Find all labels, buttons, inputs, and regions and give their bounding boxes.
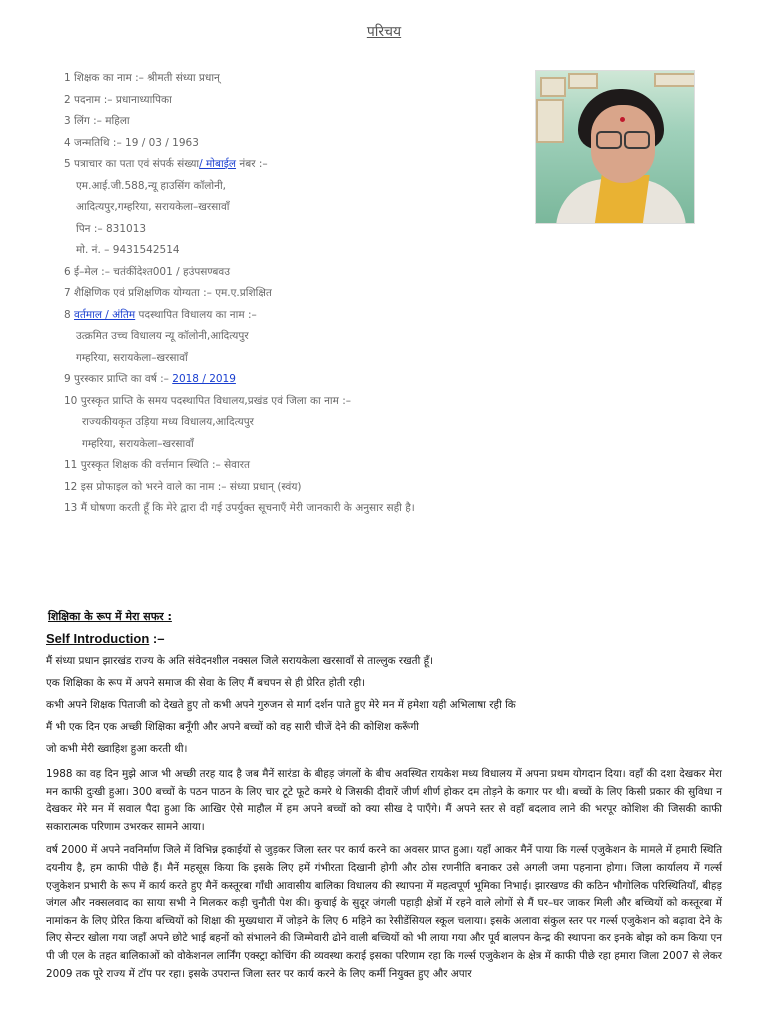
profile-item: 11 पुरस्कृत शिक्षक की वर्त्तमान स्थिति :– सेवारत	[64, 459, 251, 471]
journey-heading: शिक्षिका के रूप में मेरा सफर :	[48, 610, 172, 623]
intro-line: मैं संध्या प्रधान झारखंड राज्य के अति संवेदनशील नक्सल जिले सरायकेला खरसावाँ से ताल्लुक रखती हूँ।	[46, 655, 434, 667]
profile-item: 4 जन्मतिथि :– 19 / 03 / 1963	[64, 136, 199, 149]
page-title: परिचय	[366, 24, 402, 40]
profile-item: 13 मैं घोषणा करती हूँ कि मेरे द्वारा दी गई उपर्युक्त सूचनाएँ मेरी जानकारी के अनुसार सही है।	[64, 502, 415, 514]
photo-glasses	[624, 131, 650, 149]
mobile-number: मो. नं. – 9431542514	[76, 244, 180, 256]
profile-item: 5 पत्राचार का पता एवं संपर्क संख्या/ मोबाईल नंबर :–	[64, 158, 268, 170]
profile-photo	[535, 70, 695, 224]
profile-item: 1 शिक्षक का नाम :– श्रीमती संध्या प्रधान्	[64, 72, 220, 84]
profile-item: 8 वर्तमाल / अंतिम पदस्थापित विधालय का नाम :–	[64, 308, 257, 321]
current-link[interactable]: वर्तमाल / अंतिम	[74, 308, 136, 321]
profile-item: 10 पुरस्कृत प्राप्ति के समय पदस्थापित विधालय,प्रखंड एवं जिला का नाम :–	[64, 394, 352, 407]
mobile-link[interactable]: / मोबाईल	[199, 158, 237, 170]
profile-item: 3 लिंग :– महिला	[64, 115, 130, 127]
intro-line: मैं भी एक दिन एक अच्छी शिक्षिका बनूँगी और अपने बच्चों को वह सारी चीजें देने की कोशिश करूँगी	[46, 721, 419, 733]
school-line: गम्हरिया, सरायकेला–खरसावाँ	[82, 437, 194, 450]
school-line: गम्हरिया, सरायकेला–खरसावाँ	[76, 351, 188, 364]
body-paragraph: वर्ष 2000 में अपने नवनिर्माण जिले में विभिन्न इकाईयों से जुड़कर जिला स्तर पर कार्य करने का अवसर प्राप्त हुआ। यहाँ आकर मैनें पाया कि गर्ल्स एजुकेशन के मामले में हमारी स्थिति दयनीय है, हम काफी पीछे हैं। मैनें महसूस किया कि इसके लिए हमें गंभीरता दिखानी होगी और ठोस रणनीति बनाकर उसे अगली जमा पहनाना होगा। जिला कार्यालय में गर्ल्स एजुकेशन प्रभारी के रूप में कार्य करते हुए मैनें कस्तूरबा गाँधी आवासीय बालिका विधालय की स्थापना में महत्वपूर्ण भूमिका निभाई। झारखण्ड की कठिन भौगोलिक परिस्थितियाँ, बीहड़ जंगल और नक्सलवाद का साया सभी ने मिलकर कड़ी चुनौती पेश की। कुचाई के सुदूर जंगली पहाड़ी क्षेत्रों में रहने वाले लोगों से मैं घर–घर जाकर मिली और बच्चियों को कस्तूरबा में नामांकन के लिए प्रेरित किया बच्चियों को शिक्षा की मुख्यधारा में जोड़ने के लिए 6 महिने का रेसीडेंसियल स्कूल चलाया। इसके अलावा संकुल स्तर पर गर्ल्स एजुकेशन को बढ़ावा देने के लिए सेन्टर खोला गया जहाँ अपने छोटे भाई बहनों को संभालने की जिम्मेवारी ढोने वाली बच्चियों को भी लाया गया और पूर्व बालपन केन्द्र की स्थापना कर इनके बोझ को कम किया एन पी जी एल के तहत बालिकाओं को वोकेशनल लार्निंग एक्स्ट्रा कोचिंग की व्यवस्था कराई इसका परिणाम रहा कि गर्ल्स एजुकेशन के क्षेत्र में काफी पीछे रहा हमारा जिला 2007 से लेकर 2009 तक पूरे राज्य में टॉप पर रहा। इसके उपरान्त जिला स्तर पर कार्य करने के लिए कर्मी नियुक्त हुए और अपार	[46, 844, 722, 980]
intro-line: जो कभी मेरी ख्वाहिश हुआ करती थी।	[46, 743, 188, 755]
address-line: एम.आई.जी.588,न्यू हाउसिंग कॉलोनी,	[76, 179, 227, 192]
intro-body	[46, 650, 722, 983]
address-line: आदित्यपुर,गम्हरिया, सरायकेला–खरसावाँ	[76, 201, 230, 213]
photo-glasses	[596, 131, 622, 149]
wall-frame	[536, 99, 564, 143]
wall-frame	[568, 73, 598, 89]
photo-bindi	[620, 117, 625, 122]
profile-item: 9 पुरस्कार प्राप्ति का वर्ष :– 2018 / 2019	[64, 373, 236, 385]
body-paragraph: 1988 का वह दिन मुझे आज भी अच्छी तरह याद है जब मैनें सारंडा के बीहड़ जंगलों के बीच अवस्थित रायकेश मध्य विधालय में अपना प्रथम योगदान दिया। वहाँ की दशा देखकर मेरा मन काफी दुःखी हुआ। 300 बच्चों के पठन पाठन के लिए चार टूटे फूटे कमरे थे जिसकी दीवारें जीर्ण शीर्ण होकर दम तोड़ने के कगार पर थी। बच्चों के लिए किसी प्रकार की सुविधा न देखकर मेरे मन में सवाल पैदा हुआ कि आखिर ऐसे माहौल में हम अपने बच्चों को क्या सीख दे पाएँगे। मैं अपने स्तर से वहाँ बदलाव लाने की भरपूर कोशिश की जिसकी काफी सकारात्मक परिणाम उभरकर सामने आया।	[46, 768, 722, 833]
self-intro-heading: Self Introduction :–	[46, 631, 165, 646]
profile-item: 2 पदनाम :– प्रधानाध्यापिका	[64, 93, 172, 106]
school-line: राज्यकीयकृत उड़िया मध्य विधालय,आदित्यपुर	[82, 416, 254, 428]
profile-item: 7 शैक्षिणिक एवं प्रशिक्षणिक योग्यता :– एम.ए.प्रशिक्षित	[64, 287, 272, 299]
profile-item: 6 ई–मेल :– चतंकींदेश्त001 / हउंपसण्बवउ	[64, 265, 230, 278]
intro-line: एक शिक्षिका के रूप में अपने समाज की सेवा के लिए मैं बचपन से ही प्रेरित होती रही।	[46, 677, 366, 689]
profile-details-list	[64, 68, 534, 520]
wall-frame	[654, 73, 695, 87]
wall-frame	[540, 77, 566, 97]
school-line: उत्क्रमित उच्च विधालय न्यू कॉलोनी,आदित्यपुर	[76, 330, 249, 342]
pin-line: पिन :– 831013	[76, 222, 147, 235]
profile-item: 12 इस प्रोफाइल को भरने वाले का नाम :– संध्या प्रधान् (स्वंय)	[64, 480, 302, 493]
intro-line: कभी अपने शिक्षक पिताजी को देखते हुए तो कभी अपने गुरुजन से मार्ग दर्शन पाते हुए मेरे मन में हमेशा यही अभिलाषा रही कि	[46, 699, 516, 711]
award-year-link[interactable]: 2018 / 2019	[172, 373, 236, 385]
